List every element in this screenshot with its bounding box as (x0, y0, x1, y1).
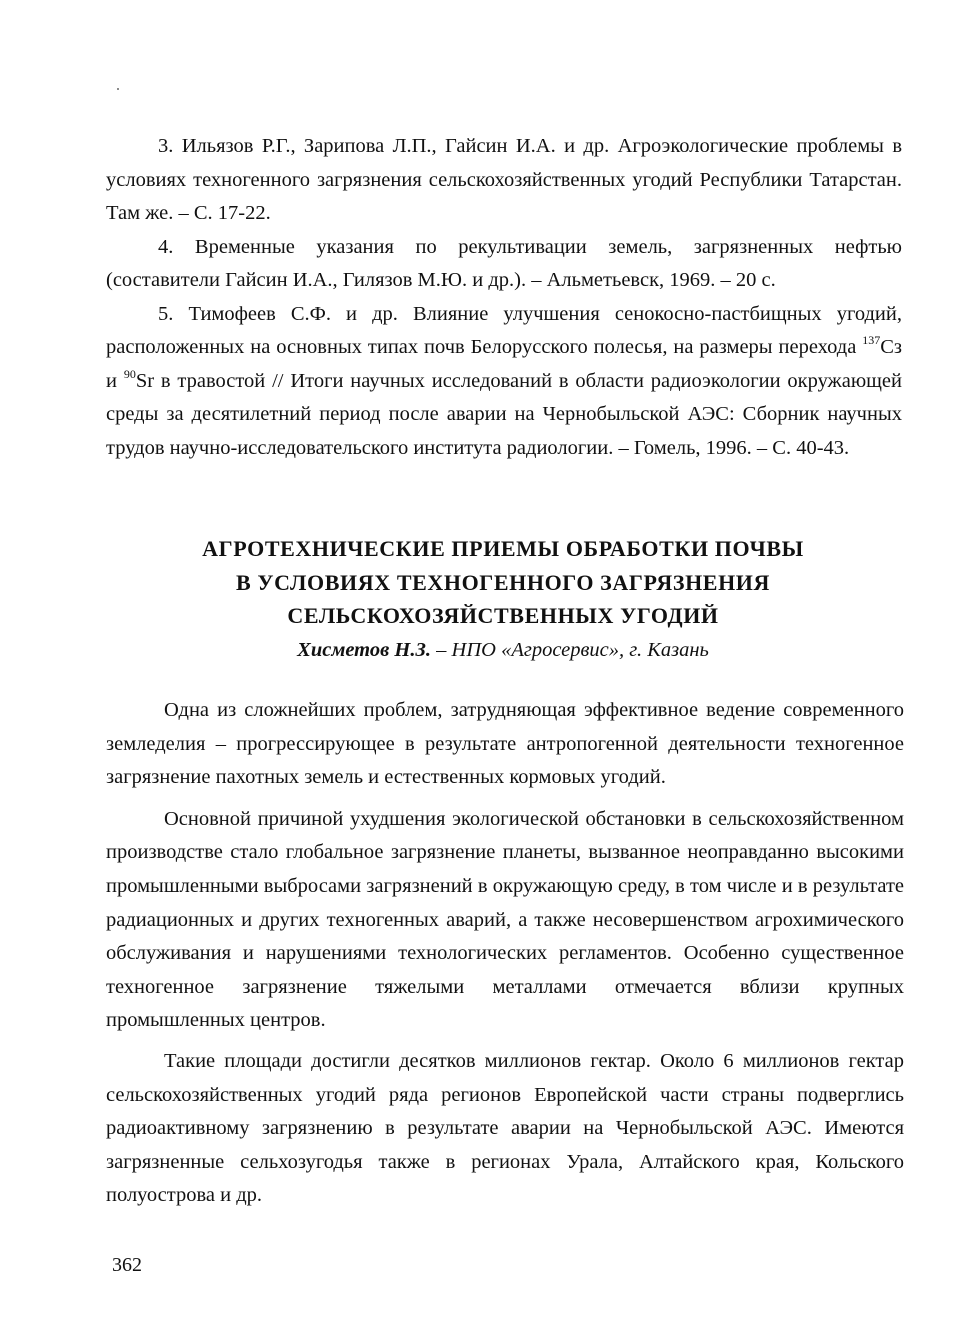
reference-item-5 (106, 298, 902, 466)
article-byline (100, 635, 906, 665)
page-number: 362 (112, 1254, 142, 1276)
isotope-element-cs: Cз и (106, 336, 902, 392)
isotope-mass-sr: 90 (123, 366, 136, 381)
body-paragraph-2: Основной причиной ухудшения экологической обстановки в сельскохозяйственном производстве стало глобальное загрязнение планеты, вызванное неоправданно высокими промышленными выбросами загрязнений в окружающую среду, в том числе и в результате радиационных и других техногенных аварий, а также несовершенством агрохимического обслуживания и нарушениями технологических регламентов. Особенно существенное техногенное загрязнение тяжелыми металлами отмечается вблизи крупных промышленных центров. (106, 807, 904, 1032)
body-paragraph-3: Такие площади достигли десятков миллионов гектар. Около 6 миллионов гектар сельскохозяйственных угодий ряда регионов Европейской части страны подверглись радиоактивному загрязнению в результате аварии на Чернобыльской АЭС. Имеются загрязненные сельхозугодья также в регионах Урала, Алтайского края, Кольского полуострова и др. (106, 1049, 904, 1207)
article-body (106, 694, 904, 1213)
article-author: Хисметов Н.З. (297, 639, 432, 661)
reference-5-text-end: Sr в травостой // Итоги научных исследований в области радиоэкологии окружающей среды за десятилетний период после аварии на Чернобыльской АЭС: Сборник научных трудов научно-исследовательского института радиологии. – Гомель, 1996. – С. 40-43. (106, 369, 902, 459)
isotope-mass-cs: 137 (862, 333, 881, 347)
scan-speck (117, 88, 119, 90)
article-title-line-1: АГРОТЕХНИЧЕСКИЕ ПРИЕМЫ ОБРАБОТКИ ПОЧВЫ (202, 536, 804, 561)
body-paragraph-1: Одна из сложнейших проблем, затрудняющая эффективное ведение современного земледелия – прогрессирующее в результате антропогенной деятельности техногенное загрязнение пахотных земель и естественных кормовых угодий. (106, 699, 904, 789)
reference-item-3: 3. Ильязов Р.Г., Зарипова Л.П., Гайсин И.А. и др. Агроэкологические проблемы в условиях техногенного загрязнения сельскохозяйственных угодий Республики Татарстан. Там же. – С. 17-22. (106, 135, 902, 224)
article-title-line-3: СЕЛЬСКОХОЗЯЙСТВЕННЫХ УГОДИЙ (287, 603, 719, 628)
article-title (100, 532, 906, 633)
reference-5-text-start: 5. Тимофеев С.Ф. и др. Влияние улучшения сенокосно-пастбищных угодий, расположенных на основных типах почв Белорусского полесья, на размеры перехода (106, 302, 902, 358)
article-affiliation: – НПО «Агросервис», г. Казань (431, 639, 709, 661)
article-title-line-2: В УСЛОВИЯХ ТЕХНОГЕННОГО ЗАГРЯЗНЕНИЯ (236, 569, 770, 595)
reference-item-4: 4. Временные указания по рекультивации земель, загрязненных нефтью (составители Гайсин И.А., Гилязов М.Ю. и др.). – Альметьевск, 1969. – 20 с. (106, 235, 902, 291)
references-list (106, 130, 902, 465)
